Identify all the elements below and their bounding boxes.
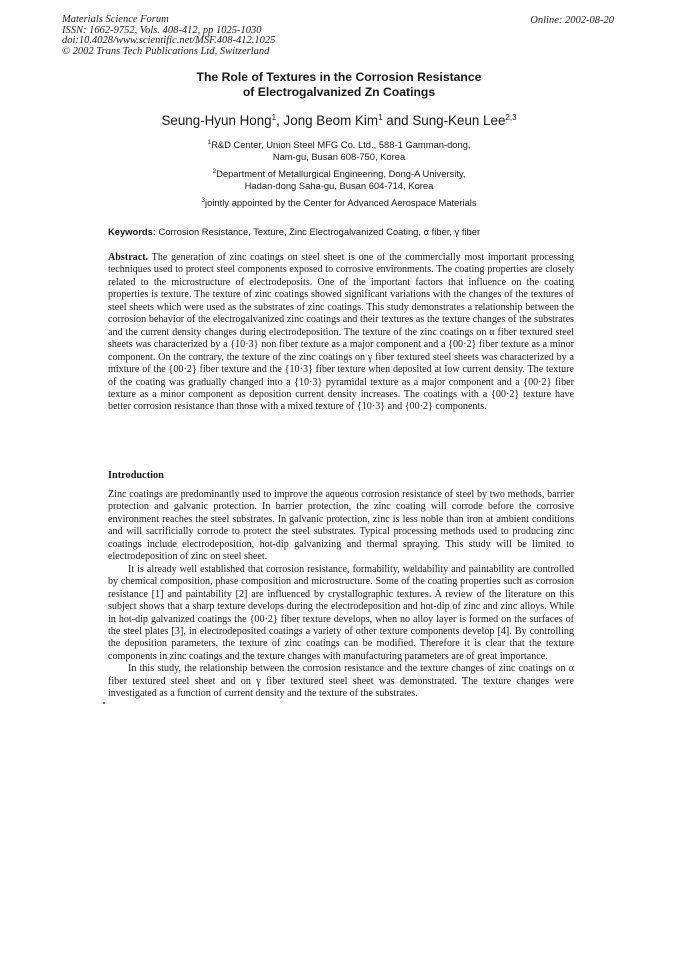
author-separator: , xyxy=(276,113,284,128)
journal-name: Materials Science Forum xyxy=(62,14,169,25)
author-separator: and xyxy=(382,113,413,128)
affiliation-mark: 3 xyxy=(201,197,206,205)
affiliation-line: jointly appointed by the Center for Advanced Aerospace Materials xyxy=(205,197,477,209)
keywords-label: Keywords: xyxy=(108,226,156,237)
paragraph: Zinc coatings are predominantly used to improve the aqueous corrosion resistance of steel by two methods, barrier protection and galvanic protection. In barrier protection, the zinc coating will corrode before the corrosive environment reaches the steel substrates. In galvanic protection, zinc is less noble than iron at ambient conditions and will sacrificially corrode to protect the steel substrates. Typical processing methods used to producing zinc coatings include electrodeposition, hot-dip galvanizing and thermal spraying. This study will be limited to electrodeposition of zinc on steel sheet. xyxy=(108,489,574,563)
title-line-2: of Electrogalvanized Zn Coatings xyxy=(242,84,436,99)
affiliation-line: Hadan-dong Saha-gu, Busan 604-714, Korea xyxy=(244,179,434,191)
affiliation xyxy=(0,195,678,209)
affiliation-mark: 1 xyxy=(207,139,212,146)
paragraph: In this study, the relationship between the corrosion resistance and the texture changes of zinc coatings on α fiber textured steel sheet and on γ fiber textured steel sheet was demonstrated. The texture changes were investigated as a function of current density and the texture of the substrates. xyxy=(108,663,574,700)
keywords-text: Corrosion Resistance, Texture, Zinc Electrogalvanized Coating, α fiber, γ fiber xyxy=(158,226,481,237)
journal-header xyxy=(62,15,275,57)
affiliation-line: R&D Center, Union Steel MFG Co. Ltd., 588-1 Gamman-dong, xyxy=(211,139,471,150)
issn-line: ISSN: 1662-9752, Vols. 408-412, pp 1025-1030 xyxy=(62,24,262,36)
copyright-line: © 2002 Trans Tech Publications Ltd, Switzerland xyxy=(62,45,270,57)
section-heading: Introduction xyxy=(108,470,164,481)
author-name: Seung-Hyun Hong xyxy=(161,113,272,128)
doi-link[interactable]: doi:10.4028/www.scientific.net/MSF.408-412.1025 xyxy=(62,35,276,47)
affiliation-line: Department of Metallurgical Engineering, Dong-A University, xyxy=(216,168,466,180)
author-affiliation-mark: 2,3 xyxy=(505,113,517,122)
author-affiliation-mark: 1 xyxy=(271,113,277,122)
affiliation-mark: 2 xyxy=(212,168,217,176)
affiliation xyxy=(0,137,678,162)
author-list xyxy=(0,113,678,128)
keywords xyxy=(108,226,628,237)
author-name: Sung-Keun Lee xyxy=(412,113,506,128)
affiliation-list xyxy=(0,137,678,213)
author-affiliation-mark: 1 xyxy=(378,113,383,122)
abstract-label: Abstract. xyxy=(108,252,149,263)
affiliation xyxy=(0,166,678,191)
paragraph: It is already well established that corrosion resistance, formability, weldability and paintability are controlled by chemical composition, phase composition and microstructure. Some of the coating properties such as corrosion resistance [1] and paintability [2] are influenced by crystallographic textures. A review of the literature on this subject shows that a sharp texture develops during the electrodeposition and hot-dip of zinc and zinc alloys. While in hot-dip galvanized coatings the {00·2} fiber texture develops, when no alloy layer is formed on the surfaces of the steel plates [3], in electrodeposited coatings a variety of other texture components develop [4]. By controlling the deposition parameters, the texture of zinc coatings can be modified. Therefore it is clear that the texture components in zinc coatings and the texture changes with manufacturing parameters are of great importance. xyxy=(108,563,574,662)
affiliation-line: Nam-gu, Busan 608-750, Korea xyxy=(272,150,406,162)
title-line-1: The Role of Textures in the Corrosion Resistance xyxy=(196,70,482,84)
abstract xyxy=(108,252,574,414)
author-name: Jong Beom Kim xyxy=(283,113,379,128)
online-date: Online: 2002-08-20 xyxy=(530,15,614,26)
scan-speck xyxy=(103,702,105,704)
introduction-body xyxy=(108,489,574,701)
abstract-text: The generation of zinc coatings on steel sheet is one of the commercially most important processing techniques used to protect steel components exposed to corrosive environments. The coating properties are closely related to the microstructure of electrodeposits. One of the important factors that influence on the coating properties is texture. The texture of zinc coatings showed significant variations with the changes of the textures of steel sheets which were used as the substrates of zinc coatings. This study demonstrates a relationship between the corrosion behavior of the electrogalvanized zinc coatings and their textures as the texture changes of the substrates and the current density changes during electrodeposition. The texture of the zinc coatings on α fiber textured steel sheets was characterized by a {10·3} non fiber texture as a major component and a {00·2} fiber texture as a minor component. On the contrary, the texture of the zinc coatings on γ fiber textured steel sheets was characterized by a mixture of the {00·2} fiber texture and the {10·3} fiber texture when deposited at low current density. The texture of the coating was gradually changed into a {10·3} pyramidal texture as a major component and a {00·2} fiber texture as a minor component as deposition current density increases. The coatings with a {00·2} texture have better corrosion resistance than those with a mixed texture of {10·3} and {00·2} components. xyxy=(108,252,574,413)
paper-title xyxy=(0,70,678,100)
